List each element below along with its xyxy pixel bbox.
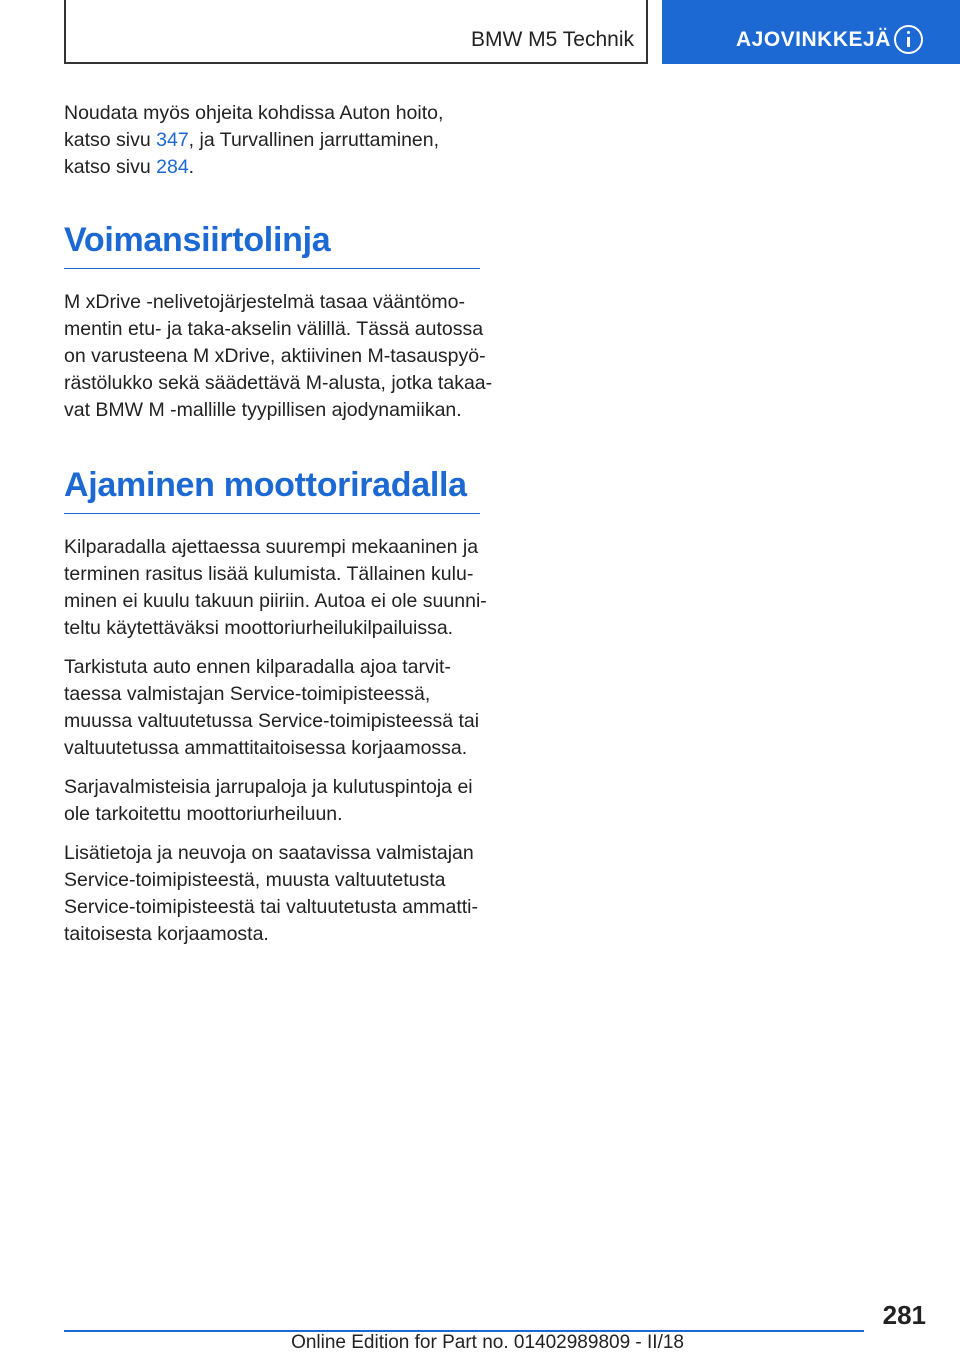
- paragraph-line: on varusteena M xDrive, aktiivinen M-tasauspyö‐: [64, 345, 486, 367]
- chapter-tab-label: AJOVINKKEJÄ: [736, 28, 891, 51]
- intro-text: katso sivu: [64, 156, 157, 178]
- page-link-284[interactable]: 284: [156, 156, 189, 178]
- section-title-drivetrain: Voimansiirtolinja: [64, 203, 480, 269]
- paragraph-line: valtuutetussa ammattitaitoisessa korjaamossa.: [64, 737, 468, 759]
- info-icon[interactable]: [894, 25, 923, 54]
- header-title: BMW M5 Technik: [471, 28, 634, 51]
- paragraph-line: muussa valtuutetussa Service-toimipisteessä tai: [64, 710, 480, 732]
- paragraph-line: teltu käytettäväksi moottoriurheilukilpailuissa.: [64, 617, 454, 639]
- paragraph-line: ole tarkoitettu moottoriurheiluun.: [64, 803, 343, 825]
- intro-line: [64, 154, 480, 181]
- intro-line: Noudata myös ohjeita kohdissa Auton hoito,: [64, 102, 444, 124]
- paragraph-line: rästölukko sekä säädettävä M-alusta, jotka takaa‐: [64, 372, 493, 394]
- paragraph-line: terminen rasitus lisää kulumista. Tällainen kulu‐: [64, 563, 474, 585]
- intro-text: .: [188, 156, 195, 178]
- intro-text: katso sivu: [64, 129, 157, 151]
- paragraph-line: Sarjavalmisteisia jarrupaloja ja kulutuspintoja ei: [64, 776, 473, 798]
- main-content: [64, 100, 493, 960]
- paragraph-line: taitoisesta korjaamosta.: [64, 923, 269, 945]
- track-paragraph-1: [64, 534, 487, 642]
- track-paragraph-2: [64, 654, 480, 762]
- intro-line: [64, 127, 480, 154]
- paragraph-line: minen ei kuulu takuun piiriin. Autoa ei ole suunni‐: [64, 590, 487, 612]
- paragraph-line: vat BMW M -mallille tyypillisen ajodynamiikan.: [64, 399, 462, 421]
- chapter-tab[interactable]: [662, 0, 960, 64]
- paragraph-line: Service-toimipisteestä tai valtuutetusta ammatti‐: [64, 896, 478, 918]
- track-paragraph-3: [64, 774, 480, 828]
- paragraph-line: mentin etu- ja taka-akselin välillä. Tässä autossa: [64, 318, 484, 340]
- intro-paragraph: [64, 100, 480, 181]
- page-link-347[interactable]: 347: [156, 129, 189, 151]
- footer-edition-text: Online Edition for Part no. 01402989809 - II/18: [291, 1332, 684, 1353]
- paragraph-line: Service-toimipisteestä, muusta valtuutetusta: [64, 869, 446, 891]
- paragraph-line: M xDrive -nelivetojärjestelmä tasaa vääntömo‐: [64, 291, 465, 313]
- paragraph-line: Tarkistuta auto ennen kilparadalla ajoa tarvit‐: [64, 656, 451, 678]
- track-paragraph-4: [64, 840, 480, 948]
- paragraph-line: Lisätietoja ja neuvoja on saatavissa valmistajan: [64, 842, 474, 864]
- page-number: 281: [882, 1300, 926, 1330]
- header-title-box: [64, 0, 648, 64]
- intro-text: , ja Turvallinen jarruttaminen,: [188, 129, 440, 151]
- section-title-track-driving: Ajaminen moottoriradalla: [64, 448, 480, 514]
- drivetrain-paragraph: [64, 289, 493, 424]
- paragraph-line: taessa valmistajan Service-toimipisteessä,: [64, 683, 431, 705]
- paragraph-line: Kilparadalla ajettaessa suurempi mekaaninen ja: [64, 536, 479, 558]
